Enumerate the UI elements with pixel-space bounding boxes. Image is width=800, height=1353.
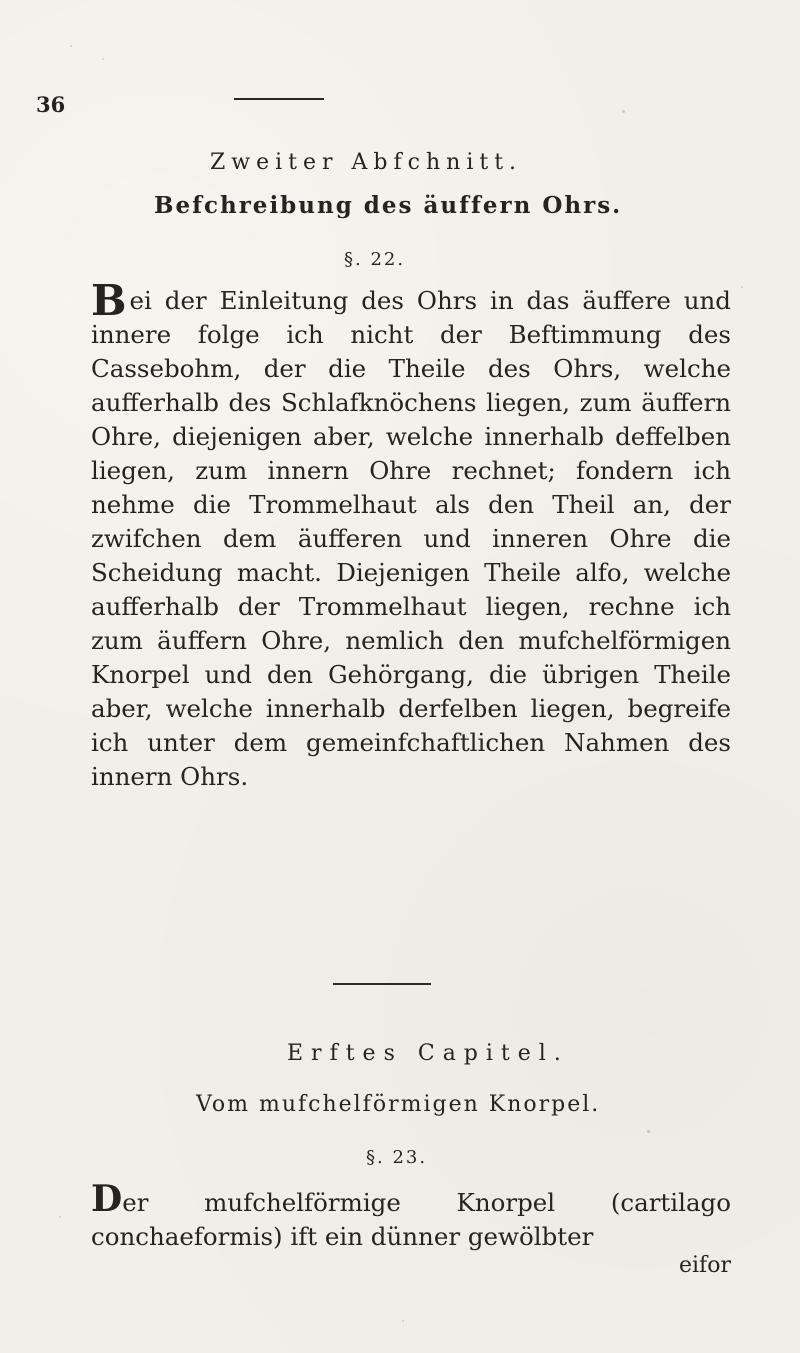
paragraph-number-23: §. 23. bbox=[366, 1147, 428, 1168]
chapter-title: Vom mufchelförmigen Knorpel. bbox=[196, 1092, 601, 1117]
chapter-heading: Erftes Capitel. bbox=[287, 1041, 569, 1066]
paper-speck bbox=[622, 110, 625, 113]
paper-speck bbox=[70, 45, 72, 47]
paper-speck bbox=[741, 286, 743, 288]
paragraph-number-22: §. 22. bbox=[344, 249, 406, 270]
section-title: Befchreibung des äuffern Ohrs. bbox=[154, 192, 623, 219]
section-body-text: Bei der Einleitung des Ohrs in das äuffere und innere folge ich nicht der Beftimmung des Cassebohm, der die Theile des Ohrs, welche aufferhalb des Schlafknöchens liegen, zum äuffern Ohre, diejenigen aber, welche innerhalb deffelben liegen, zum innern Ohre rechnet; fondern ich nehme die Trommelhaut als den Theil an, der zwifchen dem äufferen und inneren Ohre die Scheidung macht. Diejenigen Theile alfo, welche aufferhalb der Trommelhaut liegen, rechne ich zum äuffern Ohre, nemlich den mufchelförmigen Knorpel und den Gehörgang, die übrigen Theile aber, welche innerhalb derfelben liegen, begreife ich unter dem gemeinfchaftlichen Nahmen des innern Ohrs. bbox=[91, 276, 731, 791]
chapter-body-text: Der mufchelförmige Knorpel (cartilago conchaeformis) ift ein dünner gewölbter bbox=[91, 1178, 731, 1251]
paper-speck bbox=[59, 1216, 61, 1218]
header-rule bbox=[234, 98, 324, 100]
paper-speck bbox=[402, 1320, 404, 1322]
paper-speck bbox=[647, 1130, 650, 1133]
paper-speck bbox=[102, 58, 104, 60]
catchword: eifor bbox=[679, 1253, 731, 1278]
page-number: 36 bbox=[36, 92, 66, 117]
section-heading: Zweiter Abfchnitt. bbox=[210, 150, 523, 175]
chapter-divider-rule bbox=[333, 983, 431, 985]
